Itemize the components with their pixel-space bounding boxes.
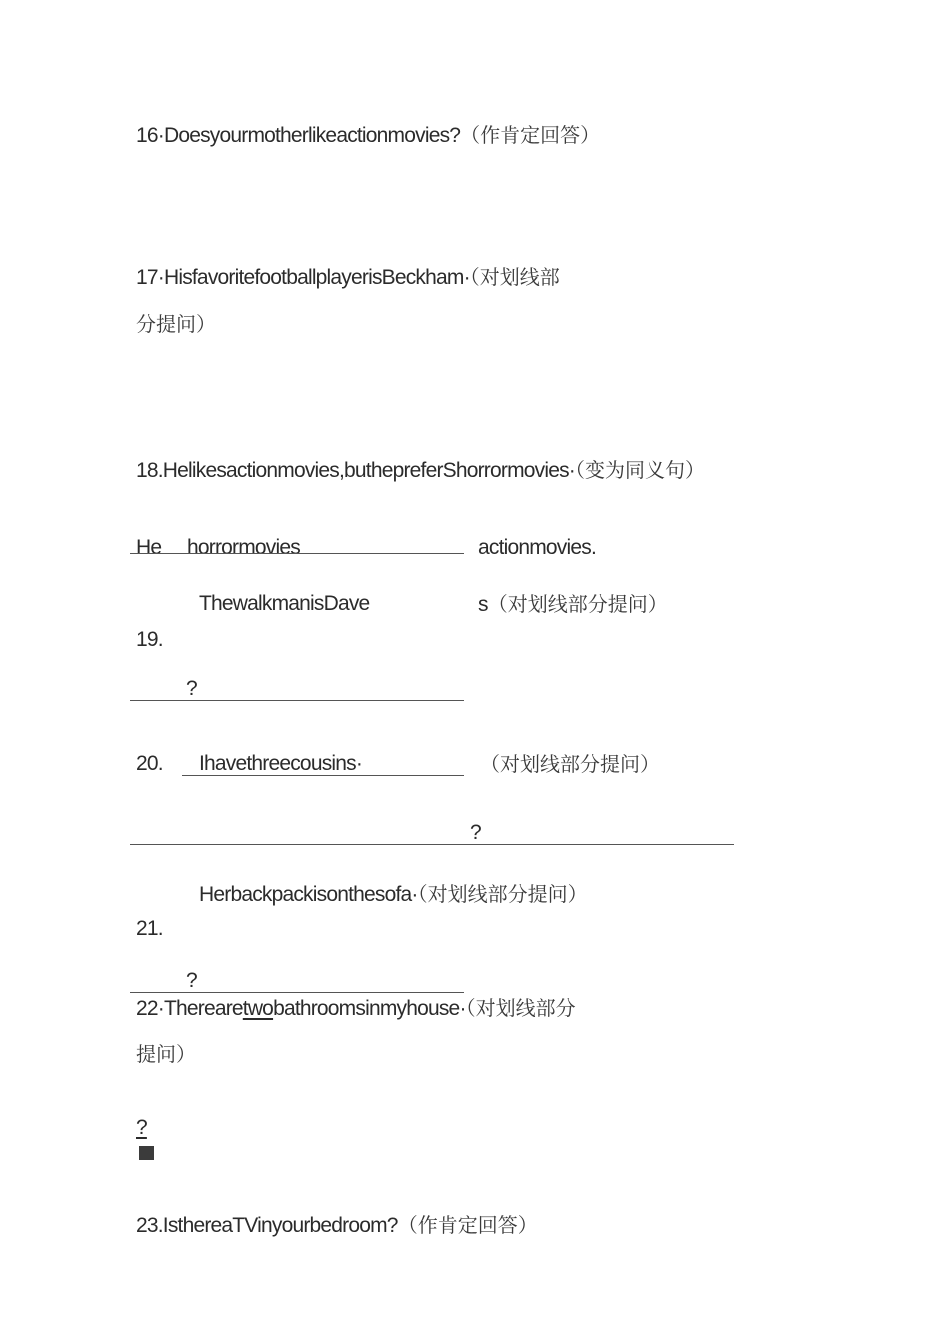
q17-separator: · bbox=[157, 266, 164, 289]
q16-instruction: （作肯定回答） bbox=[460, 123, 601, 147]
question-21 bbox=[199, 882, 588, 909]
q22-number: 22 bbox=[136, 997, 158, 1020]
q18-instruction: （变为同义句） bbox=[575, 458, 705, 482]
q17-instruction-line2: 分提问） bbox=[136, 312, 216, 336]
q22-separator: · bbox=[157, 997, 164, 1020]
q22-answer-mark: ? bbox=[136, 1116, 147, 1139]
q20-text: Ihavethreecousins bbox=[199, 752, 356, 775]
q22-instruction-line2: 提问） bbox=[136, 1042, 196, 1066]
q22-text-before: Thereare bbox=[163, 997, 243, 1020]
question-23 bbox=[136, 1213, 538, 1240]
q19-text: ThewalkmanisDave bbox=[199, 592, 370, 615]
question-17 bbox=[136, 265, 560, 292]
q23-number: 23. bbox=[136, 1214, 163, 1237]
square-bullet-icon bbox=[139, 1146, 154, 1160]
q22-separator-2: · bbox=[459, 997, 466, 1020]
q18-separator: · bbox=[568, 459, 575, 482]
q21-answer-mark: ? bbox=[186, 969, 197, 992]
q20-instruction: （对划线部分提问） bbox=[480, 752, 660, 776]
q19-suffix-wrap bbox=[478, 592, 668, 619]
q18-answer-blank bbox=[130, 553, 464, 554]
q19-number: 19. bbox=[136, 628, 163, 651]
q20-answer-mark: ? bbox=[470, 821, 481, 844]
q21-number: 21. bbox=[136, 917, 163, 940]
q18-answer-actionmovies: actionmovies. bbox=[478, 536, 596, 559]
q20-answer-blank bbox=[130, 844, 734, 845]
q22-text-underlined: two bbox=[242, 997, 274, 1020]
q17-number: 17 bbox=[136, 266, 158, 289]
q18-text: Helikesactionmovies,buthepreferShorrormovies bbox=[162, 459, 569, 482]
q18-answer-horrormovies: horrormovies bbox=[187, 536, 300, 559]
q18-number: 18. bbox=[136, 459, 163, 482]
q23-instruction: （作肯定回答） bbox=[397, 1213, 538, 1237]
q16-text: Doesyourmotherlikeactionmovies? bbox=[163, 124, 461, 147]
q19-answer-mark: ? bbox=[186, 677, 197, 700]
question-22 bbox=[136, 996, 576, 1023]
q19-suffix: s bbox=[478, 593, 488, 616]
q18-answer-he: He bbox=[136, 536, 162, 559]
question-16 bbox=[136, 123, 600, 150]
q21-instruction: （对划线部分提问） bbox=[417, 882, 588, 906]
q20-separator: · bbox=[355, 752, 363, 775]
question-18 bbox=[136, 458, 705, 485]
q16-separator: · bbox=[157, 124, 164, 147]
q21-text: Herbackpackisonthesofa bbox=[199, 883, 412, 906]
q19-instruction: （对划线部分提问） bbox=[487, 592, 668, 616]
q22-instruction-line2-wrap bbox=[136, 1042, 196, 1069]
q17-separator-2: · bbox=[463, 266, 470, 289]
q23-text: IsthereaTVinyourbedroom? bbox=[162, 1214, 398, 1237]
q17-instruction-line1: （对划线部 bbox=[469, 265, 560, 289]
q17-instruction-line2-wrap bbox=[136, 312, 216, 339]
q17-text: HisfavoritefootballplayerisBeckham bbox=[163, 266, 464, 289]
q20-number: 20. bbox=[136, 752, 163, 775]
q16-number: 16 bbox=[136, 124, 158, 147]
q19-answer-blank bbox=[130, 700, 464, 701]
q21-answer-blank bbox=[130, 992, 464, 993]
q22-text-after: bathroomsinmyhouse bbox=[273, 997, 460, 1020]
q22-instruction-line1: （对划线部分 bbox=[465, 996, 576, 1020]
q21-separator: · bbox=[411, 883, 418, 906]
q20-underline bbox=[182, 775, 464, 776]
